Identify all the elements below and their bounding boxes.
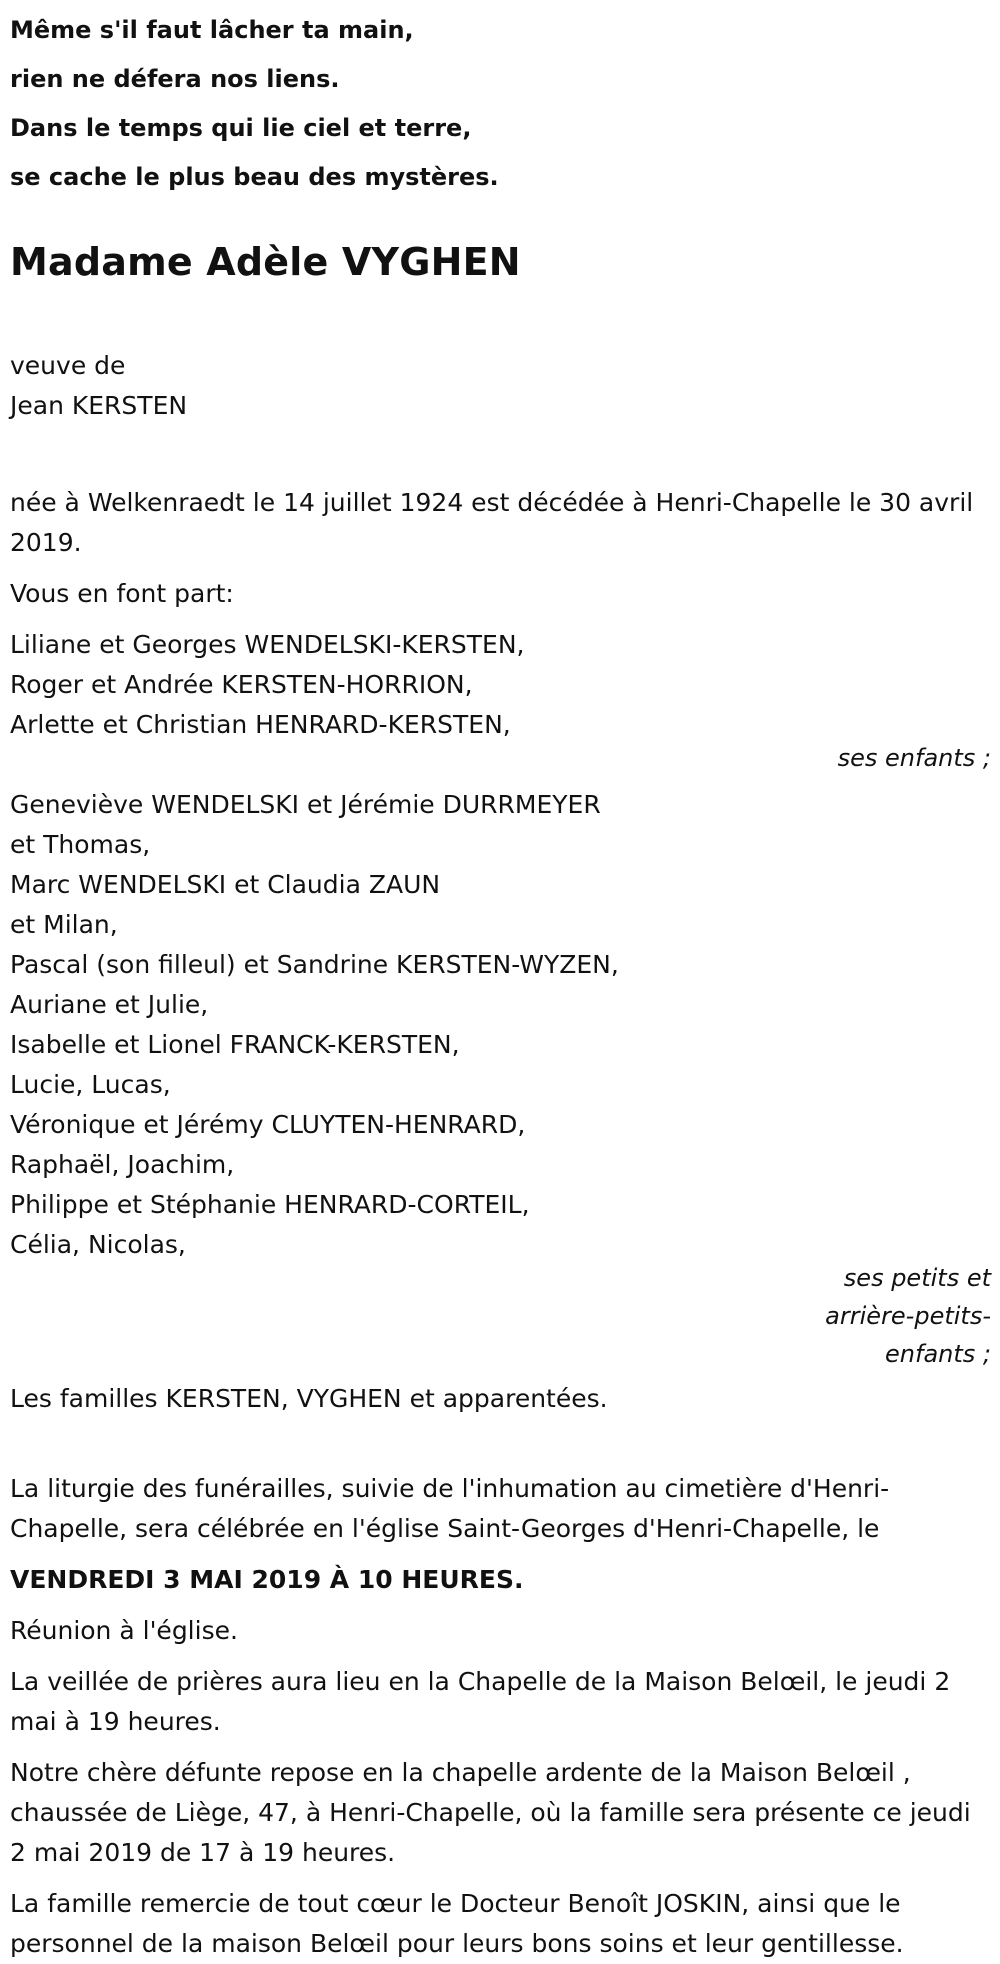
list-item: Liliane et Georges WENDELSKI-KERSTEN, <box>10 630 525 659</box>
liturgy-text: La liturgie des funérailles, suivie de l'inhumation au cimetière d'Henri-Chapelle, sera célébrée en l'église Saint-Georges d'Henri-Chapelle, le <box>10 1474 890 1543</box>
poem-line: Même s'il faut lâcher ta main, <box>10 16 414 44</box>
list-item: et Milan, <box>10 910 118 939</box>
families-text: Les familles KERSTEN, VYGHEN et apparentées. <box>10 1384 608 1413</box>
role-line: enfants ; <box>885 1340 991 1368</box>
list-item: Véronique et Jérémy CLUYTEN-HENRARD, <box>10 1110 526 1139</box>
poem-line: se cache le plus beau des mystères. <box>10 163 499 191</box>
children-list <box>10 625 985 745</box>
spouse-name: Jean KERSTEN <box>10 391 188 420</box>
list-item: Isabelle et Lionel FRANCK-KERSTEN, <box>10 1030 460 1059</box>
list-item: Geneviève WENDELSKI et Jérémie DURRMEYER <box>10 790 601 819</box>
meeting-text: Réunion à l'église. <box>10 1616 238 1645</box>
list-item: Raphaël, Joachim, <box>10 1150 235 1179</box>
list-item: et Thomas, <box>10 830 151 859</box>
deceased-name: Madame Adèle VYGHEN <box>10 240 521 284</box>
poem <box>10 0 1000 202</box>
role-line: ses petits et <box>843 1264 991 1292</box>
list-item: Marc WENDELSKI et Claudia ZAUN <box>10 870 441 899</box>
announcement-intro: Vous en font part: <box>10 579 234 608</box>
list-item: Lucie, Lucas, <box>10 1070 171 1099</box>
list-item: Arlette et Christian HENRARD-KERSTEN, <box>10 710 511 739</box>
list-item: Philippe et Stéphanie HENRARD-CORTEIL, <box>10 1190 530 1219</box>
rest-text: Notre chère défunte repose en la chapelle ardente de la Maison Belœil , chaussée de Liège, 47, à Henri-Chapelle, où la famille sera présente ce jeudi 2 mai 2019 de 17 à 19 heures. <box>10 1758 971 1867</box>
birth-death-text: née à Welkenraedt le 14 juillet 1924 est décédée à Henri-Chapelle le 30 avril 2019. <box>10 488 974 557</box>
poem-line: rien ne défera nos liens. <box>10 65 340 93</box>
vigil-text: La veillée de prières aura lieu en la Chapelle de la Maison Belœil, le jeudi 2 mai à 19 heures. <box>10 1667 951 1736</box>
widow-label: veuve de <box>10 351 126 380</box>
list-item: Pascal (son filleul) et Sandrine KERSTEN-WYZEN, <box>10 950 619 979</box>
children-role: ses enfants ; <box>837 744 991 772</box>
role-line: arrière-petits- <box>825 1302 991 1330</box>
widow-section <box>10 346 985 426</box>
poem-line: Dans le temps qui lie ciel et terre, <box>10 114 472 142</box>
grandchildren-role <box>10 1259 991 1373</box>
list-item: Célia, Nicolas, <box>10 1230 186 1259</box>
thanks-text: La famille remercie de tout cœur le Docteur Benoît JOSKIN, ainsi que le personnel de la maison Belœil pour leurs bons soins et leur gentillesse. <box>10 1889 904 1958</box>
grandchildren-list <box>10 785 985 1265</box>
list-item: Roger et Andrée KERSTEN-HORRION, <box>10 670 473 699</box>
ceremony-date: VENDREDI 3 MAI 2019 À 10 HEURES. <box>10 1565 524 1594</box>
list-item: Auriane et Julie, <box>10 990 209 1019</box>
